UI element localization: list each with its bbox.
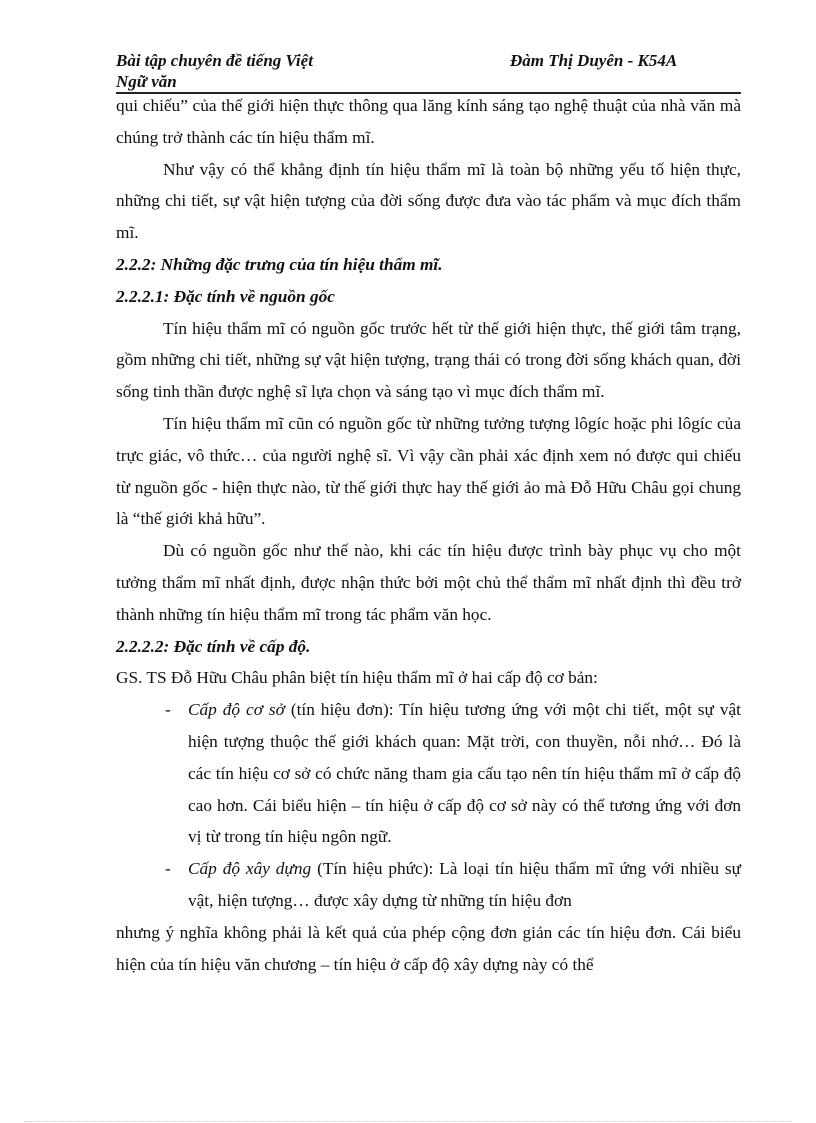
list-item-term: Cấp độ cơ sở bbox=[188, 700, 285, 720]
paragraph: Tín hiệu thẩm mĩ có nguồn gốc trước hết từ thế giới hiện thực, thế giới tâm trạng, gồm những chi tiết, những sự vật hiện tượng, trạng thái có trong đời sống khách quan, đời sống tinh thần được nghệ sĩ lựa chọn và sáng tạo vì mục đích thẩm mĩ. bbox=[116, 318, 741, 402]
bullet-dash: - bbox=[165, 859, 171, 879]
list-item-text: (tín hiệu đơn): Tín hiệu tương ứng với một chi tiết, một sự vật hiện tượng thuộc thế giới khách quan: Mặt trời, con thuyền, nỗi nhớ… Đó là các tín hiệu cơ sở có chức năng tham gia cấu tạo nên tín hiệu thẩm mĩ ở cấp độ cao hơn. Cái biểu hiện – tín hiệu ở cấp độ cơ sở này có thể tương ứng với đơn vị từ trong tín hiệu ngôn ngữ. bbox=[188, 700, 741, 847]
bullet-dash: - bbox=[165, 700, 171, 720]
document-body bbox=[116, 90, 741, 980]
list-item-term: Cấp độ xây dựng bbox=[188, 859, 312, 879]
page-header bbox=[116, 48, 741, 94]
paragraph: Tín hiệu thẩm mĩ cũn có nguồn gốc từ những tưởng tượng lôgíc hoặc phi lôgíc của trực giác, vô thức… của người nghệ sĩ. Vì vậy cần phải xác định xem nó được qui chiếu từ nguồn gốc - hiện thực nào, từ thế giới thực hay thế giới ảo mà Đỗ Hữu Châu gọi chung là “thế giới khả hữu”. bbox=[116, 413, 741, 529]
list-item-text: (Tín hiệu phức): Là loại tín hiệu thẩm mĩ ứng với nhiều sự vật, hiện tượng… được xây dựng từ những tín hiệu đơn bbox=[188, 859, 741, 910]
header-course-subtitle: Ngữ văn bbox=[116, 72, 177, 91]
list-item bbox=[116, 694, 741, 853]
header-author: Đàm Thị Duyên - K54A bbox=[510, 51, 678, 70]
subsection-heading: 2.2.2.2: Đặc tính về cấp độ. bbox=[116, 636, 311, 656]
paragraph: GS. TS Đỗ Hữu Châu phân biệt tín hiệu thẩm mĩ ở hai cấp độ cơ bản: bbox=[116, 668, 598, 688]
section-heading: 2.2.2: Những đặc trưng của tín hiệu thẩm mĩ. bbox=[116, 254, 443, 274]
page-bottom-border bbox=[24, 1121, 792, 1122]
subsection-heading: 2.2.2.1: Đặc tính về nguồn gốc bbox=[116, 286, 335, 306]
list-item bbox=[116, 853, 741, 917]
header-course-title: Bài tập chuyên đề tiếng Việt bbox=[116, 51, 313, 70]
paragraph: Dù có nguồn gốc như thế nào, khi các tín hiệu được trình bày phục vụ cho một tưởng thẩm mĩ nhất định, được nhận thức bởi một chủ thể thẩm mĩ nhất định thì đều trở thành những tín hiệu thẩm mĩ trong tác phẩm văn học. bbox=[116, 541, 741, 624]
paragraph: Như vậy có thể khẳng định tín hiệu thẩm mĩ là toàn bộ những yếu tố hiện thực, những chi tiết, sự vật hiện tượng của đời sống được đưa vào tác phẩm và mục đích thẩm mĩ. bbox=[116, 159, 741, 243]
paragraph: nhưng ý nghĩa không phải là kết quả của phép cộng đơn giản các tín hiệu đơn. Cái biểu hiện của tín hiệu văn chương – tín hiệu ở cấp độ xây dựng này có thể bbox=[116, 922, 741, 974]
paragraph: qui chiếu” của thế giới hiện thực thông qua lăng kính sáng tạo nghệ thuật của nhà văn mà chúng trở thành các tín hiệu thẩm mĩ. bbox=[116, 96, 741, 147]
